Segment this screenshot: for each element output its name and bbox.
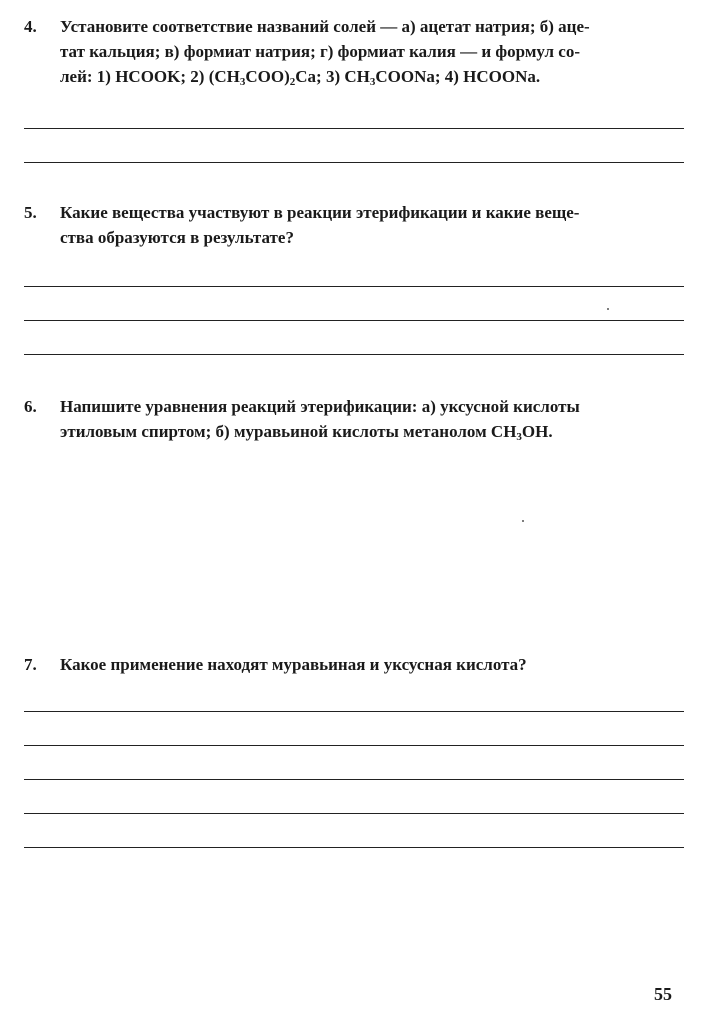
answer-line[interactable] <box>24 286 684 287</box>
formula-part: COO) <box>245 67 290 86</box>
question-number: 6. <box>24 397 37 416</box>
formula-part: OH. <box>521 422 553 441</box>
question-text-line: Какое применение находят муравьиная и уксусная кислота? <box>60 655 527 674</box>
answer-line[interactable] <box>24 354 684 355</box>
answer-line[interactable] <box>24 847 684 848</box>
question-number: 7. <box>24 655 37 674</box>
question-text-line: Напишите уравнения реакций этерификации: а) уксусной кислоты <box>60 397 580 416</box>
answer-line[interactable] <box>24 711 684 712</box>
question-text-line: Какие вещества участвуют в реакции этерификации и какие веще- <box>60 203 580 222</box>
question-formula-line <box>60 64 686 89</box>
answer-line[interactable] <box>24 320 684 321</box>
formula-subscript: 3 <box>369 76 376 88</box>
question-number: 5. <box>24 203 37 222</box>
formula-subscript: 3 <box>239 76 246 88</box>
question-text-line: ства образуются в результате? <box>60 228 294 247</box>
answer-line[interactable] <box>24 779 684 780</box>
question-formula-line <box>60 419 686 444</box>
question-text-line: Установите соответствие названий солей — а) ацетат натрия; б) аце- <box>60 17 590 36</box>
formula-part: лей: 1) HCOOK; 2) (CH <box>60 67 240 86</box>
answer-line[interactable] <box>24 745 684 746</box>
formula-part: этиловым спиртом; б) муравьиной кислоты метанолом CH <box>60 422 517 441</box>
page-number: 55 <box>654 984 672 1004</box>
formula-subscript: 2 <box>289 76 296 88</box>
question-7 <box>24 652 686 677</box>
answer-line[interactable] <box>24 813 684 814</box>
question-6 <box>24 394 686 444</box>
formula-part: COONa; 4) HCOONa. <box>375 67 541 86</box>
formula-part: Ca; 3) CH <box>295 67 370 86</box>
question-number: 4. <box>24 17 37 36</box>
print-speck <box>607 308 609 310</box>
formula-subscript: 3 <box>516 431 522 443</box>
question-5 <box>24 200 686 250</box>
question-4 <box>24 14 686 89</box>
answer-line[interactable] <box>24 162 684 163</box>
answer-line[interactable] <box>24 128 684 129</box>
question-text-line: тат кальция; в) формиат натрия; г) формиат калия — и формул со- <box>60 42 580 61</box>
print-speck <box>522 520 524 522</box>
